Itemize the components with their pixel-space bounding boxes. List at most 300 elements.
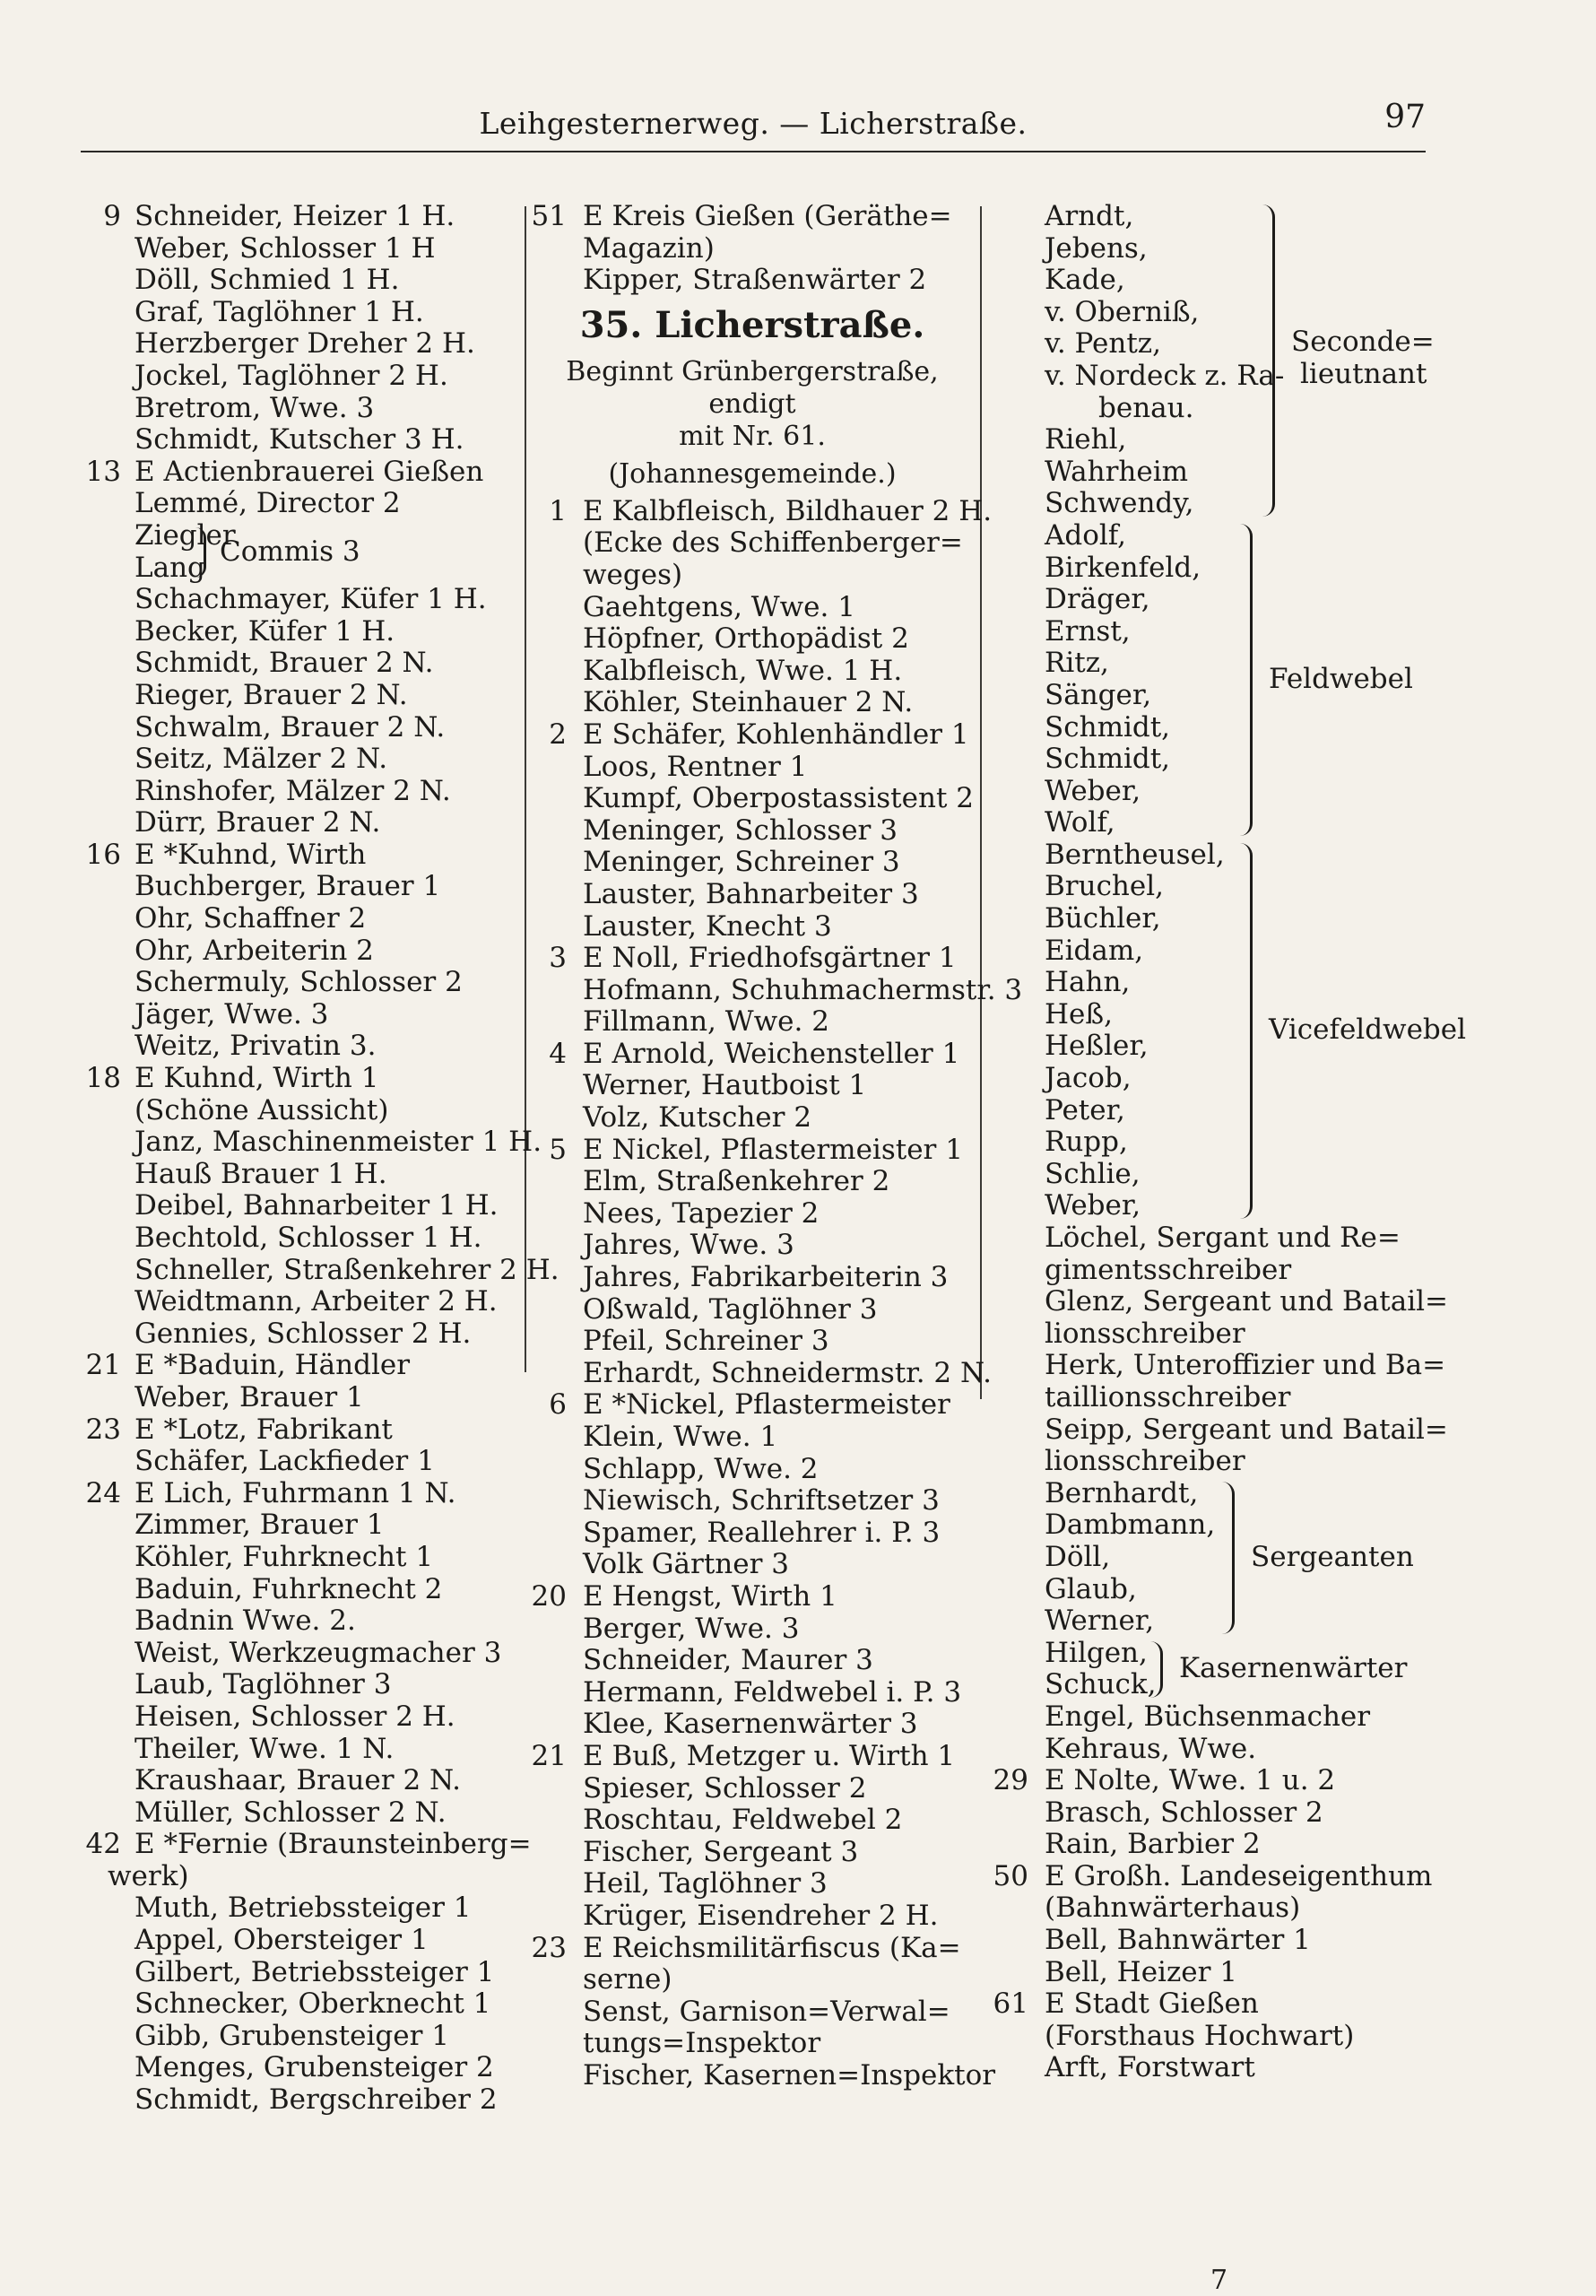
entry-text: Weitz, Privatin 3. [134,1030,377,1063]
resident-entry [54,776,516,808]
resident-entry [991,2052,1529,2084]
entry-text: Janz, Maschinenmeister 1 H. [134,1126,542,1159]
resident-entry [991,1350,1529,1382]
entry-text: Müller, Schlosser 2 N. [134,1796,447,1829]
resident-entry [991,1734,1529,1766]
group-brace [1237,843,1253,1219]
house-entry [529,201,976,233]
entry-text: Schäfer, Lackfieder 1 [134,1445,435,1478]
entry-text: Volz, Kutscher 2 [583,1101,812,1135]
entry-text: Bernhardt, [1045,1476,1199,1509]
entry-text: (Schöne Aussicht) [134,1093,389,1126]
group-label: lieutnant [1300,358,1427,390]
entry-text: Klein, Wwe. 1 [583,1421,778,1453]
house-entry [529,719,976,752]
entry-text: Peter, [1045,1093,1125,1126]
entry-text: Roschtau, Feldwebel 2 [583,1804,903,1837]
house-entry [54,1828,532,1861]
entry-text: E Kuhnd, Wirth 1 [134,1062,379,1095]
entry-text: Zimmer, Brauer 1 [134,1509,385,1542]
resident-entry [54,1605,516,1638]
entry-text: Rain, Barbier 2 [1045,1828,1261,1861]
entry-text: E Lich, Fuhrmann 1 N. [134,1476,456,1509]
resident-entry [529,1326,976,1358]
entry-text: Bell, Bahnwärter 1 [1045,1924,1311,1957]
entry-text: Niewisch, Schriftsetzer 3 [583,1484,940,1518]
entry-text: Jahres, Fabrikarbeiterin 3 [583,1261,949,1294]
resident-entry [54,1797,516,1830]
resident-entry [991,1255,1529,1287]
entry-text: lionsschreiber [1045,1317,1245,1350]
entry-text: Schlapp, Wwe. 2 [583,1452,819,1485]
group-label: Feldwebel [1269,662,1413,695]
entry-text: E Hengst, Wirth 1 [583,1579,837,1613]
resident-entry [529,847,976,879]
street-title: 35. Licherstraße. [579,303,925,346]
entry-text: Gennies, Schlosser 2 H. [134,1317,472,1350]
entry-text: E *Fernie (Braunsteinberg= [134,1828,532,1861]
entry-text: Glenz, Sergeant und Batail= [1045,1285,1449,1318]
column-divider-1 [525,206,526,1372]
entry-text: Weidtmann, Arbeiter 2 H. [134,1285,498,1318]
resident-entry [529,815,976,848]
entry-text: Birkenfeld, [1045,551,1201,584]
resident-entry [529,1006,976,1039]
entry-text: Fillmann, Wwe. 2 [583,1005,829,1039]
entry-text: Köhler, Fuhrknecht 1 [134,1540,434,1573]
entry-text: taillionsschreiber [1045,1380,1291,1413]
entry-text: E Actienbrauerei Gießen [134,455,484,488]
entry-text: E Buß, Metzger u. Wirth 1 [583,1739,956,1772]
house-entry [529,1135,976,1167]
entry-text: Schmidt, [1045,743,1171,776]
resident-entry [991,903,1529,935]
resident-entry [991,1892,1529,1925]
resident-entry [529,1645,976,1677]
entry-text: Fischer, Kasernen=Inspektor [583,2058,996,2092]
entry-text: E Kalbfleisch, Bildhauer 2 H. [583,494,993,527]
entry-text: Ritz, [1045,647,1109,680]
house-entry [529,1389,976,1422]
house-number: 20 [531,1579,567,1613]
resident-entry [529,1356,992,1390]
resident-entry [529,1964,976,1996]
entry-text: Becker, Küfer 1 H. [134,614,395,648]
column-divider-2 [980,206,982,1399]
resident-entry [991,1701,1529,1734]
street-end: mit Nr. 61. [679,420,826,452]
group-brace [1148,1641,1163,1698]
entry-text: Erhardt, Schneidermstr. 2 N. [583,1356,992,1389]
entry-text: Oßwald, Taglöhner 3 [583,1292,878,1326]
entry-text: E *Nickel, Pflastermeister [583,1388,950,1422]
entry-text: (Ecke des Schiffenberger= [583,526,963,560]
resident-entry [54,871,516,903]
house-entry [54,1063,516,1095]
resident-entry [54,2052,516,2084]
entry-text: Heil, Taglöhner 3 [583,1867,828,1900]
resident-entry [529,656,976,688]
entry-text: Herzberger Dreher 2 H. [134,327,475,361]
entry-text: Badnin Wwe. 2. [134,1605,356,1638]
house-entry [54,457,516,489]
house-number: 5 [549,1133,567,1166]
resident-entry [529,233,976,265]
resident-entry [54,1734,516,1766]
resident-entry [54,616,516,648]
entry-text: Appel, Obersteiger 1 [134,1924,429,1957]
resident-entry [991,1063,1529,1095]
resident-entry [991,648,1529,680]
house-number: 3 [549,942,567,975]
entry-text: Riehl, [1045,423,1127,457]
entry-text: Schneider, Heizer 1 H. [134,200,455,232]
entry-text: Kalbfleisch, Wwe. 1 H. [583,654,903,687]
entry-text: E Schäfer, Kohlenhändler 1 [583,718,969,751]
entry-text: Schwalm, Brauer 2 N. [134,710,446,744]
entry-text: Schneller, Straßenkehrer 2 H. [134,1253,559,1286]
house-number: 23 [85,1413,121,1446]
house-number: 21 [85,1349,121,1382]
resident-entry [54,807,516,839]
house-number: 1 [549,494,567,527]
entry-text: E Nickel, Pflastermeister 1 [583,1133,963,1166]
resident-entry [54,648,516,680]
resident-entry [529,1102,976,1135]
resident-entry [54,1638,516,1670]
entry-text: Dürr, Brauer 2 N. [134,806,381,839]
entry-text: Bretrom, Wwe. 3 [134,391,375,424]
entry-text: Menges, Grubensteiger 2 [134,2051,494,2084]
house-entry [529,1933,976,1965]
entry-text: Jebens, [1045,231,1148,265]
entry-text: Elm, Straßenkehrer 2 [583,1165,890,1198]
entry-text: Schneider, Maurer 3 [583,1644,873,1677]
entry-text: Deibel, Bahnarbeiter 1 H. [134,1189,499,1222]
entry-text: werk) [108,1859,189,1892]
entry-text: Schlie, [1045,1157,1141,1190]
resident-entry [54,903,516,935]
entry-text: Höpfner, Orthopädist 2 [583,622,909,656]
entry-text: Arndt, [1045,200,1134,232]
resident-entry [54,1861,516,1893]
entry-text: Berger, Wwe. 3 [583,1612,800,1645]
resident-entry [529,1996,976,2029]
resident-entry [529,1422,976,1454]
entry-text: Weber, [1045,1189,1141,1222]
resident-entry [991,839,1529,872]
resident-entry [529,687,976,719]
page-number: 97 [1384,99,1426,135]
entry-text: v. Nordeck z. Ra- [1045,359,1285,392]
entry-text: Ohr, Schaffner 2 [134,902,367,935]
entry-text: Heisen, Schlosser 2 H. [134,1700,455,1733]
entry-text: Kade, [1045,264,1125,297]
signature-mark: 7 [1210,2265,1228,2296]
house-number: 24 [85,1476,121,1509]
entry-text: Dräger, [1045,583,1150,616]
entry-text: Klee, Kasernenwärter 3 [583,1708,918,1741]
entry-text: Theiler, Wwe. 1 N. [134,1732,395,1765]
entry-text: Sänger, [1045,678,1152,711]
entry-text: Heß, [1045,997,1113,1031]
house-number: 6 [549,1388,567,1422]
house-entry [54,1478,516,1510]
resident-entry [54,1957,516,1989]
resident-entry [991,1318,1529,1351]
resident-entry [54,1159,516,1191]
house-number: 18 [85,1062,121,1095]
house-entry [54,1350,516,1382]
resident-entry [529,623,976,656]
column-3 [991,201,1529,2084]
resident-entry [54,328,516,361]
house-number: 9 [103,200,121,232]
entry-text: Adolf, [1045,518,1127,552]
entry-text: Gilbert, Betriebssteiger 1 [134,1955,495,1988]
group-label: Seconde= [1291,326,1435,358]
resident-entry [54,1253,559,1287]
entry-text: Meninger, Schlosser 3 [583,813,898,847]
resident-entry [529,973,1023,1007]
resident-entry [54,680,516,712]
entry-text: v. Oberniß, [1045,295,1200,328]
resident-entry [529,2058,996,2092]
resident-entry [991,1414,1529,1447]
resident-entry [991,776,1529,808]
street-begin: Beginnt Grünbergerstraße, endigt [566,355,939,420]
street-heading [529,297,976,496]
resident-entry [991,1159,1529,1191]
entry-text: E *Kuhnd, Wirth [134,838,367,871]
resident-entry [529,1677,976,1709]
entry-text: Lemmé, Director 2 [134,487,401,520]
resident-entry [529,1166,976,1198]
resident-entry [529,1549,976,1581]
house-number: 16 [85,838,121,871]
resident-entry [54,744,516,776]
entry-text: Köhler, Steinhauer 2 N. [583,686,914,719]
entry-text: Seitz, Mälzer 2 N. [134,743,388,776]
running-title: Leihgesternerweg. — Licherstraße. [479,106,1028,141]
entry-text: Spamer, Reallehrer i. P. 3 [583,1516,941,1549]
resident-entry [54,1669,516,1701]
entry-text: Berntheusel, [1045,838,1225,871]
resident-entry [54,1382,516,1414]
resident-entry [54,935,516,968]
entry-text: Büchler, [1045,902,1161,935]
entry-text: Schmidt, Brauer 2 N. [134,647,434,680]
resident-entry [529,1454,976,1486]
entry-text: Herk, Unteroffizier und Ba= [1045,1349,1446,1382]
entry-text: E Noll, Friedhofsgärtner 1 [583,942,957,975]
entry-text: Hermann, Feldwebel i. P. 3 [583,1675,962,1709]
entry-text: Schermuly, Schlosser 2 [134,966,463,999]
resident-entry [529,1900,976,1933]
entry-text: Loos, Rentner 1 [583,750,808,783]
resident-entry [54,2021,516,2053]
entry-text: E Nolte, Wwe. 1 u. 2 [1045,1764,1336,1797]
entry-text: Muth, Betriebssteiger 1 [134,1892,472,1925]
entry-text: Jahres, Wwe. 3 [583,1229,794,1262]
resident-entry [54,584,516,616]
entry-text: Bell, Heizer 1 [1045,1955,1238,1988]
resident-entry [54,361,516,393]
resident-entry [991,1925,1529,1957]
resident-entry [54,1765,516,1797]
resident-entry [529,1198,976,1231]
entry-text: Graf, Taglöhner 1 H. [134,295,424,328]
entry-text: E *Lotz, Fabrikant [134,1413,393,1446]
group-brace [1237,524,1253,836]
resident-entry [54,999,516,1031]
resident-entry [529,752,976,784]
entry-text: Weist, Werkzeugmacher 3 [134,1636,502,1669]
group-brace [1219,1482,1235,1634]
resident-entry [991,1478,1529,1510]
resident-entry [529,2028,976,2060]
resident-entry [529,1868,976,1900]
group-feldwebel [991,520,1529,839]
resident-entry [991,712,1529,744]
house-entry [54,1414,516,1447]
entry-text: Ohr, Arbeiterin 2 [134,934,374,967]
commis-brace [193,527,206,578]
resident-entry [529,527,976,560]
entry-text: E Großh. Landeseigenthum [1045,1859,1433,1892]
resident-entry [54,297,516,329]
entry-text: Volk Gärtner 3 [583,1548,789,1581]
resident-entry [529,911,976,944]
entry-text: Ernst, [1045,614,1131,648]
entry-text: Brasch, Schlosser 2 [1045,1796,1323,1829]
entry-text: Ziegler [134,518,236,552]
house-number: 21 [531,1739,567,1772]
entry-text: v. Pentz, [1045,327,1161,361]
resident-entry [54,967,516,999]
resident-entry [54,424,516,457]
house-entry [529,494,993,528]
entry-text: Jacob, [1045,1062,1132,1095]
resident-entry [54,2084,516,2117]
entry-text: Hahn, [1045,966,1131,999]
resident-entry [54,1095,516,1127]
group-seconde-lieutnant [991,201,1529,520]
resident-entry [991,871,1529,903]
entry-text: Engel, Büchsenmacher [1045,1700,1371,1733]
resident-entry [529,1485,976,1518]
resident-entry [991,520,1529,552]
entry-text: Döll, Schmied 1 H. [134,264,400,297]
resident-entry [529,1294,976,1326]
house-number: 23 [531,1931,567,1964]
entry-text: Werner, [1045,1605,1155,1638]
entry-text: Laub, Taglöhner 3 [134,1668,392,1701]
resident-entry [991,1382,1529,1414]
resident-entry [529,1262,976,1294]
entry-text: Schwendy, [1045,487,1194,520]
group-label: Kasernenwärter [1179,1652,1408,1685]
entry-text: gimentsschreiber [1045,1253,1292,1286]
resident-entry [991,1957,1529,1989]
resident-entry [54,1222,516,1255]
resident-entry [991,584,1529,616]
resident-entry [54,1701,516,1734]
entry-text: Lauster, Bahnarbeiter 3 [583,877,919,910]
house-entry [529,1741,976,1773]
resident-entry [529,592,976,624]
entry-text: Hilgen, [1045,1636,1148,1669]
entry-text: Gibb, Grubensteiger 1 [134,2019,449,2052]
entry-text: lionsschreiber [1045,1445,1245,1478]
resident-entry [991,1222,1529,1255]
resident-entry [54,393,516,425]
resident-entry [991,1509,1529,1542]
resident-entry [991,1605,1529,1638]
resident-entry [991,1829,1529,1861]
house-entry [529,943,976,975]
house-entry [529,1039,976,1071]
entry-text: Weber, [1045,774,1141,807]
entry-text: Bruchel, [1045,870,1165,903]
entry-text: Gaehtgens, Wwe. 1 [583,590,855,623]
house-number: 4 [549,1037,567,1070]
entry-text: E *Baduin, Händler [134,1349,411,1382]
house-number: 2 [549,718,567,751]
house-number: 61 [993,1987,1028,2021]
house-entry [991,1988,1529,2021]
resident-entry [991,807,1529,839]
entry-text: Wahrheim [1045,455,1189,488]
resident-entry [991,1190,1529,1222]
group-label: Sergeanten [1251,1540,1414,1573]
group-vicefeldwebel [991,839,1529,1222]
resident-entry [54,1286,516,1318]
entry-text: tungs=Inspektor [583,2027,821,2060]
entry-text: Seipp, Sergeant und Batail= [1045,1413,1448,1446]
group-brace [1260,204,1275,517]
entry-text: Hofmann, Schuhmachermstr. 3 [583,973,1023,1006]
entry-text: Hauß Brauer 1 H. [134,1157,387,1190]
entry-text: Weber, Schlosser 1 H [134,231,436,265]
entry-text: Pfeil, Schreiner 3 [583,1325,829,1358]
resident-entry [529,1773,976,1805]
entry-text: Schnecker, Oberknecht 1 [134,1987,491,2021]
entry-text: Schuck, [1045,1668,1157,1701]
entry-text: Dambmann, [1045,1509,1216,1542]
entry-text: E Reichsmilitärfiscus (Ka= [583,1931,961,1964]
house-entry [529,1581,976,1613]
commis-label: Commis 3 [220,535,360,568]
resident-entry [991,744,1529,776]
resident-entry [529,783,976,815]
group-label: Vicefeldwebel [1269,1013,1467,1047]
entry-text: Lang [134,551,205,584]
resident-entry [991,935,1529,968]
resident-entry [991,1797,1529,1830]
entry-text: Jockel, Taglöhner 2 H. [134,359,448,392]
house-number: 50 [993,1859,1028,1892]
entry-text: Senst, Garnison=Verwal= [583,1995,950,2028]
entry-text: Rieger, Brauer 2 N. [134,678,408,711]
entry-text: Lauster, Knecht 3 [583,909,832,943]
resident-entry [54,1318,516,1351]
resident-entry [54,1190,516,1222]
entry-text: Fischer, Sergeant 3 [583,1835,859,1868]
group-kasernenwaerter [991,1638,1529,1701]
house-number: 13 [85,455,121,488]
header-rule [81,151,1426,152]
